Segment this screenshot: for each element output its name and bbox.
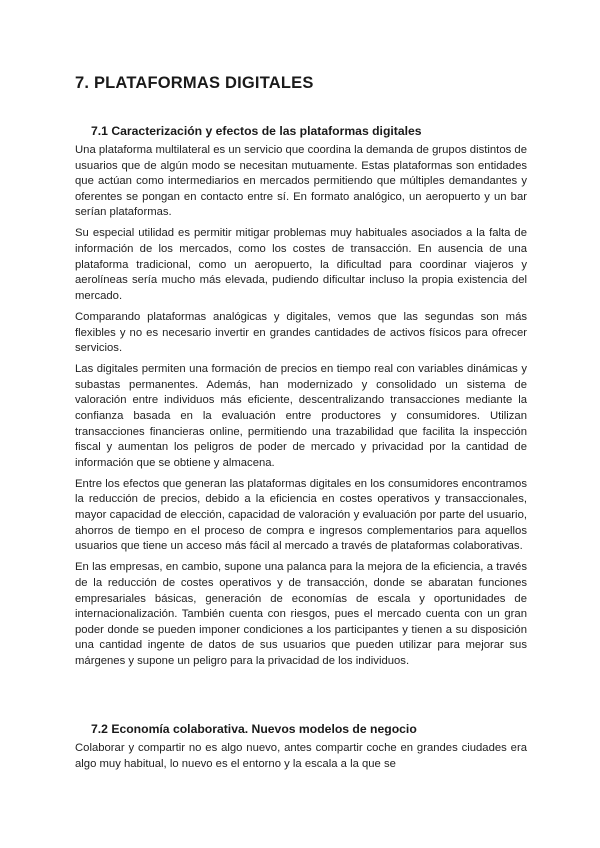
paragraph: Entre los efectos que generan las plataformas digitales en los consumidores encontramos la reducción de precios, debido a la eficiencia en costes operativos y transaccionales, mayor capacidad de elección, capacidad de valoración y evaluación por parte del usuario, ahorros de tiempo en el proceso de compra e ingresos complementarios para aquellos usuarios que tiene un acceso más fácil al mercado a través de plataformas colaborativas. — [75, 477, 527, 553]
paragraph: En las empresas, en cambio, supone una palanca para la mejora de la eficiencia, a través de la reducción de costes operativos y de transacción, donde se abaratan funciones empresariales básicas, generación de economías de escala y oportunidades de internacionalización. También cuenta con riesgos, pues el mercado cuenta con un gran poder donde se pueden imponer condiciones a los participantes y tienen a su disposición una cantidad ingente de datos de sus usuarios que pueden utilizar para mejorar sus márgenes y supone un peligro para la privacidad de los individuos. — [75, 561, 527, 667]
section-7-2-body — [75, 741, 527, 778]
paragraph: Su especial utilidad es permitir mitigar problemas muy habituales asociados a la falta de información de los mercados, como los costes de transacción. En ausencia de una plataforma tradicional, como un aeropuerto, la dificultad para coordinar viajeros y aerolíneas sería mucho más elevada, pudiendo dificultar incluso la propia existencia del mercado. — [75, 227, 527, 302]
section-7-1-body — [75, 143, 527, 675]
paragraph: Las digitales permiten una formación de precios en tiempo real con variables dinámicas y subastas permanentes. Además, han modernizado y consolidado un sistema de valoración entre individuos más eficiente, descentralizando transacciones mediante la confianza basada en la evaluación entre productores y consumidores. Utilizan transacciones financieras online, permitiendo una trazabilidad que facilita la inspección fiscal y aumentan los peligros de poder de mercado y privacidad por la cantidad de información que se obtiene y almacena. — [75, 363, 527, 469]
paragraph: Comparando plataformas analógicas y digitales, vemos que las segundas son más flexibles y no es necesario invertir en grandes cantidades de activos físicos para ofrecer servicios. — [75, 310, 527, 355]
paragraph: Una plataforma multilateral es un servicio que coordina la demanda de grupos distintos de usuarios que de algún modo se necesitan mutuamente. Estas plataformas son entidades que actúan como intermediarios en mercados permitiendo que múltiples demandantes y oferentes se pongan en contacto entre sí. En formato analógico, un aeropuerto y un bar serían plataformas. — [75, 144, 527, 219]
section-title-7-1: 7.1 Caracterización y efectos de las plataformas digitales — [91, 124, 422, 138]
section-title-7-2: 7.2 Economía colaborativa. Nuevos modelos de negocio — [91, 722, 417, 736]
paragraph: Colaborar y compartir no es algo nuevo, antes compartir coche en grandes ciudades era algo muy habitual, lo nuevo es el entorno y la escala a la que se — [75, 742, 527, 770]
chapter-title: 7. PLATAFORMAS DIGITALES — [75, 74, 314, 92]
